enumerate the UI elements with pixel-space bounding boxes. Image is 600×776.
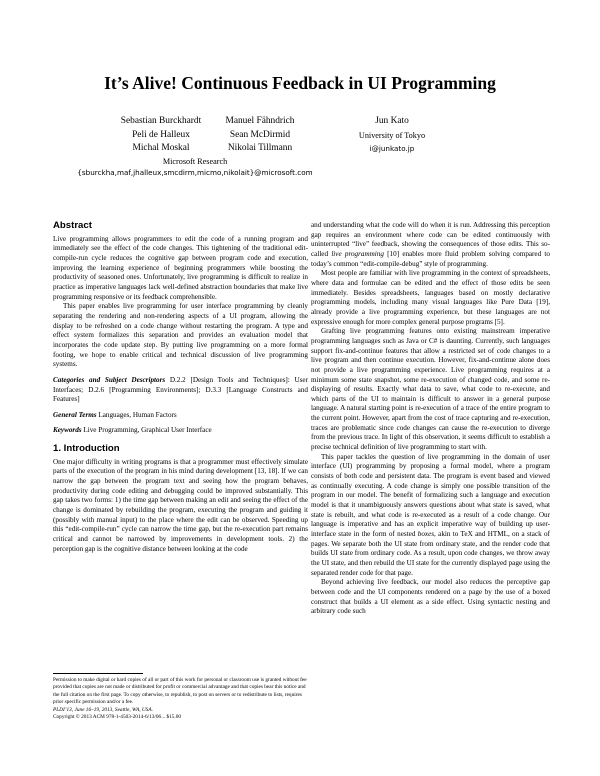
footnote-rule [53, 673, 143, 674]
body-paragraph: Grafting live programming features onto existing mainstream imperative programming languages such as Java or C# is daunting. Currently, such languages support fix-and-continue features that allow a restricted set of code changes to a live program and then continue execution. However, fix-and-continue alone does not provide a live programming experience. Live programming requires at a minimum some state snapshot, some re-execution of changed code, and some re-displaying of results. Exactly what data to save, what code to re-execute, and which parts of the UI to maintain is difficult to answer in a general purpose language. A natural starting point is re-execution of a trace of the entire program to the current point. However, apart from the cost of trace capturing and re-execution, traces are problematic since code changes can cause the re-execution to diverge from the previous trace. In light of this observation, it seems difficult to establish a precise technical definition of live programming to start with. [311, 327, 550, 452]
venue: PLDI’13, June 16–19, 2013, Seattle, WA, USA. [53, 706, 153, 713]
author-name: Sebastian Burckhardt [120, 116, 202, 126]
keywords-text: Live Programming, Graphical User Interface [83, 426, 212, 435]
paper-title: It’s Alive! Continuous Feedback in UI Programming [104, 73, 496, 93]
body-text: and understanding what the code will do when it is run. Addressing this perception gap requires an environment where code can be edited continuously with uninterrupted “live” feedback, showing the consequences of those edits. This so-called [311, 221, 550, 258]
body-text: , akin to TeX and HTML, on a stack of pages. We separate both the UI state from ordinary state, and the render code that builds UI state from ordinary code. As a result, upon code changes, we throw away the UI state, and then rebuild the UI state for the currently displayed page using the separated render code for that page. [311, 530, 550, 577]
author-name: Nikolai Tillmann [227, 143, 293, 153]
author-name: Peli de Halleux [132, 129, 190, 140]
copyright-block [53, 677, 308, 721]
general-terms [53, 411, 308, 421]
author-email: i@junkato.jp [369, 144, 415, 153]
author-name: Michal Moskal [132, 143, 190, 153]
general-terms-text: Languages, Human Factors [98, 410, 177, 419]
intro-paragraph: One major difficulty in writing programs is that a programmer must effectively simulate parts of the execution of the program in his mind during development [13, 18]. If we can narrow the gap between the program text and seeing how the program behaves, productivity during code editing and debugging could be improved substantially. This gap takes two forms: 1) the time gap between making an edit and seeing the effect of the change is dominated by rebuilding the program, executing the program and guiding it (possibly with manual input) to the place where the edit can be observed. Speeding up this “edit-compile-run” cycle can narrow the time gap, but the re-execution part remains critical and cannot be narrowed by improvements in development tools. 2) the perception gap is the cognitive distance between looking at the code [53, 457, 308, 553]
right-column [311, 221, 550, 617]
categories [53, 376, 308, 405]
body-paragraph: Most people are familiar with live programming in the context of spreadsheets, where data and formulae can be edited and the effect of those edits be seen immediately. Besides spreadsheets, languages based on mostly declarative programming models, including many visual languages like Pure Data [19], already provide a live programming experience, but these languages are not expressive enough for more complex general purpose programs [5]. [311, 269, 550, 326]
intro-heading: 1. Introduction [53, 443, 120, 455]
abstract-paragraph: This paper enables live programming for user interface programming by cleanly separating the rendering and non-rendering aspects of a UI program, allowing the display to be refreshed on a code change without restarting the program. A type and effect system formalizes this separation and provides an evaluation model that incorporates the code update step. By putting live programming on a more formal footing, we hope to enable critical and technical discussion of live programming systems. [53, 302, 308, 369]
body-text: [10] enables more fluid problem solving compared to today’s common “edit-compile-debug” style of programming. [311, 249, 550, 268]
body-paragraph [311, 453, 550, 579]
author-name: Manuel Fähndrich [225, 116, 295, 126]
categories-text: D.2.2 [Design Tools and Techniques]: User Interfaces; D.2.6 [Programming Environments]; D.3.3 [Language Constructs and Features] [53, 375, 308, 404]
body-paragraph: Beyond achieving live feedback, our model also reduces the perceptive gap between code and the UI components rendered on a page by the use of a boxed construct that builds a UI element as a side effect. Using syntactic nesting and arbitrary code such [311, 578, 550, 616]
keywords-label: Keywords [53, 426, 82, 435]
author-kato-block [340, 115, 444, 156]
left-column [53, 221, 308, 554]
body-paragraph [311, 221, 550, 269]
copyright-line: Copyright © 2013 ACM 978-1-4503-2014-6/13/06... $15.00 [53, 714, 182, 721]
author-name: Sean McDirmid [229, 129, 291, 140]
body-text: This paper tackles the question of live programming in the domain of user interface (UI) programming by proposing a formal model, where a program consists of both code and persistent data. The program is event based and viewed as continually executing. A code change is simply one possible transition of the program in our model. The benefit of formalizing such a language and execution model is that it unambiguously answers questions about what state is saved, what state is rebuilt, and what code is re-executed as a result of a code change. Our language is imperative and has an explicit imperative way of building up user-interface state in the form of nested [311, 452, 550, 538]
general-terms-label: General Terms [53, 410, 97, 419]
body-emphasis: boxes [417, 530, 435, 538]
affiliation-ms [0, 156, 390, 178]
author-emails: {sburckha,maf,jhalleux,smcdirm,micmo,nikolait}@microsoft.com [77, 168, 313, 177]
keywords [53, 426, 308, 436]
body-emphasis: live programming [331, 249, 384, 258]
affiliation-name: Microsoft Research [162, 157, 228, 166]
affiliation-name: University of Tokyo [358, 130, 426, 140]
abstract-heading: Abstract [53, 220, 92, 231]
abstract-paragraph: Live programming allows programmers to edit the code of a running program and immediately see the effect of the code changes. This tightening of the traditional edit-compile-run cycle reduces the cognitive gap between program code and execution, improving the learning experience of beginning programmers while boosting the productivity of seasoned ones. Unfortunately, live programming is difficult to realize in practice as imperative languages lack well-defined abstraction boundaries that make live programming responsive or its feedback comprehensible. [53, 234, 308, 301]
author-name: Jun Kato [375, 116, 409, 126]
categories-label: Categories and Subject Descriptors [53, 375, 166, 384]
copyright-notice: Permission to make digital or hard copies of all or part of this work for personal or classroom use is granted without fee provided that copies are not made or distributed for profit or commercial advantage and that copies bear this notice and the full citation on the first page. To copy otherwise, to republish, to post on servers or to redistribute to lists, requires prior specific permission and/or a fee. [53, 677, 307, 706]
